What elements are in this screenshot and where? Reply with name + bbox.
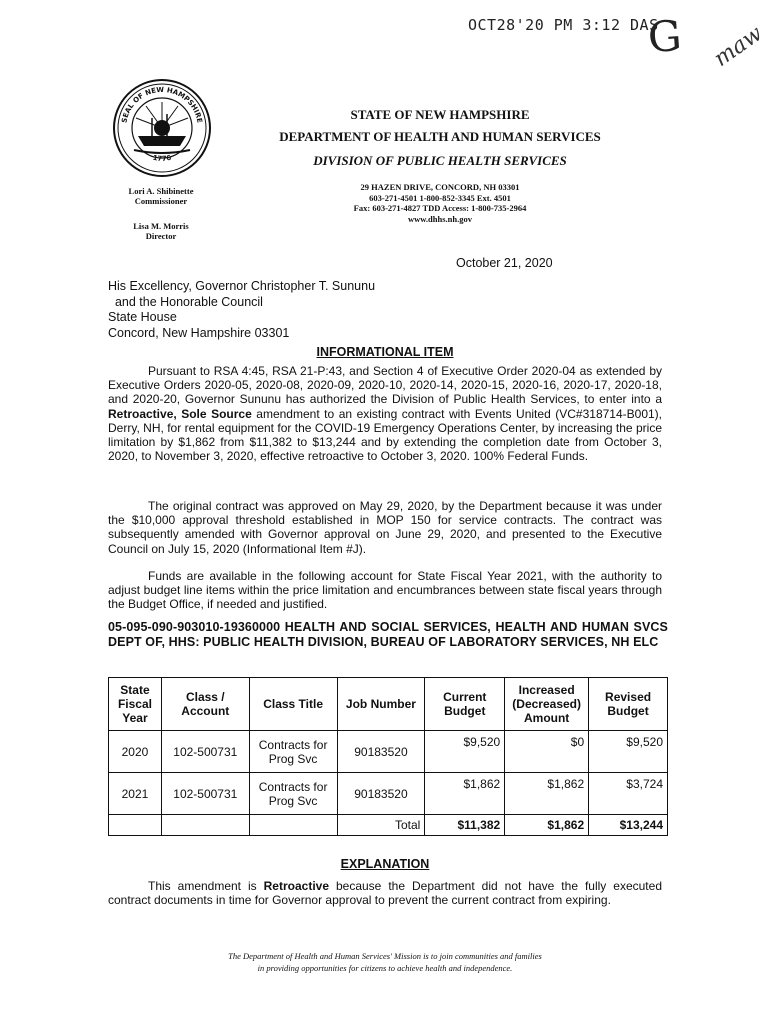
commissioner-block (106, 186, 216, 206)
mission-statement-footer (0, 950, 770, 974)
paragraph-text: amendment to an existing contract with Events United (VC#318714-B001), Derry, NH, for rental equipment for the COVID-19 Emergency Operations Center, by increasing the price limitation by $1,862 from $11,382 to $13,244 and by extending the completion date from October 3, 2020, to November 3, 2020, effective retroactive to October 3, 2020. 100% Federal Funds. (108, 406, 662, 464)
cell-empty (109, 815, 162, 836)
cell-class-title: Contracts for Prog Svc (249, 773, 337, 815)
state-seal-logo (112, 78, 212, 178)
recipient-line: His Excellency, Governor Christopher T. Sununu (108, 279, 376, 293)
cell-job-number: 90183520 (337, 731, 425, 773)
col-header-class-account: Class / Account (161, 678, 249, 731)
table-total-row (109, 815, 668, 836)
commissioner-name: Lori A. Shibinette (128, 186, 194, 196)
retroactive-sole-source-text: Retroactive, Sole Source (108, 406, 252, 421)
commissioner-title: Commissioner (134, 196, 188, 206)
cell-empty (161, 815, 249, 836)
cell-revised-budget: $3,724 (589, 773, 668, 815)
col-header-revised-budget: Revised Budget (589, 678, 668, 731)
col-header-current-budget: Current Budget (425, 678, 505, 731)
table-header-row (109, 678, 668, 731)
col-header-class-title: Class Title (249, 678, 337, 731)
table-row (109, 773, 668, 815)
cell-total-label: Total (337, 815, 425, 836)
handwritten-letter: G (646, 10, 684, 63)
letterhead-state: STATE OF NEW HAMPSHIRE (350, 107, 530, 122)
address-web: www.dhhs.nh.gov (407, 213, 472, 224)
paragraph-authorization (108, 364, 662, 463)
retroactive-text: Retroactive (263, 879, 330, 893)
recipient-line: State House (108, 310, 177, 324)
cell-current-budget: $1,862 (425, 773, 505, 815)
cell-job-number: 90183520 (337, 773, 425, 815)
paragraph-text: because the Department did not have the fully executed contract documents in time for Governor approval to prevent the current contract from expiring. (108, 879, 662, 908)
recipient-address (108, 279, 375, 341)
handwritten-initials: maw (709, 21, 768, 72)
col-header-increase-amount: Increased (Decreased) Amount (505, 678, 589, 731)
svg-text:SEAL OF NEW HAMPSHIRE: SEAL OF NEW HAMPSHIRE (120, 85, 204, 124)
cell-fiscal-year: 2020 (109, 731, 162, 773)
cell-empty (249, 815, 337, 836)
received-stamp: OCT28'20 PM 3:12 DAS (468, 16, 659, 34)
cell-total-current: $11,382 (425, 815, 505, 836)
cell-revised-budget: $9,520 (589, 731, 668, 773)
paragraph-text: This amendment is (148, 879, 264, 893)
paragraph-original-contract (108, 499, 662, 556)
letterhead-department: DEPARTMENT OF HEALTH AND HUMAN SERVICES (279, 129, 601, 144)
director-name: Lisa M. Morris (133, 221, 189, 231)
letterhead-division: DIVISION OF PUBLIC HEALTH SERVICES (313, 153, 567, 168)
recipient-line: and the Honorable Council (108, 294, 263, 309)
paragraph-text: Pursuant to RSA 4:45, RSA 21-P:43, and Section 4 of Executive Order 2020-04 as extended by Executive Orders 2020-05, 2020-08, 2020-09, 2020-10, 2020-14, 2020-15, 2020-16, 2020-17, 2020-18, and 2020-20, Governor Sununu has authorized the Division of Public Health Services, to enter into a (108, 364, 662, 407)
col-header-job-number: Job Number (337, 678, 425, 731)
director-block (106, 221, 216, 241)
budget-table (108, 677, 668, 836)
cell-increase-amount: $1,862 (505, 773, 589, 815)
footer-line: in providing opportunities for citizens to achieve health and independence. (257, 963, 513, 973)
letterhead-address (290, 182, 590, 224)
explanation-heading: EXPLANATION (340, 857, 430, 871)
cell-total-revised: $13,244 (589, 815, 668, 836)
footer-line: The Department of Health and Human Services' Mission is to join communities and families (228, 951, 542, 961)
address-fax: Fax: 603-271-4827 TDD Access: 1-800-735-2964 (353, 203, 527, 213)
informational-item-heading: INFORMATIONAL ITEM (316, 345, 454, 359)
director-title: Director (145, 231, 177, 241)
paragraph-funds (108, 569, 662, 612)
letter-date: October 21, 2020 (456, 256, 553, 270)
recipient-line: Concord, New Hampshire 03301 (108, 325, 290, 340)
svg-text:1776: 1776 (151, 153, 173, 163)
cell-fiscal-year: 2021 (109, 773, 162, 815)
address-line: 29 HAZEN DRIVE, CONCORD, NH 03301 (360, 182, 520, 192)
cell-class-account: 102-500731 (161, 731, 249, 773)
address-phone: 603-271-4501 1-800-852-3345 Ext. 4501 (369, 192, 511, 203)
paragraph-text: Funds are available in the following account for State Fiscal Year 2021, with the authority to adjust budget line items within the price limitation and encumbrances between state fiscal years through the Budget Office, if needed and justified. (108, 569, 662, 612)
cell-class-title: Contracts for Prog Svc (249, 731, 337, 773)
cell-total-increase: $1,862 (505, 815, 589, 836)
cell-increase-amount: $0 (505, 731, 589, 773)
account-heading: 05-095-090-903010-19360000 HEALTH AND SOCIAL SERVICES, HEALTH AND HUMAN SVCS DEPT OF, HHS: PUBLIC HEALTH DIVISION, BUREAU OF LABORATORY SERVICES, NH ELC (108, 620, 668, 649)
cell-class-account: 102-500731 (161, 773, 249, 815)
table-row (109, 731, 668, 773)
col-header-fiscal-year: State Fiscal Year (109, 678, 162, 731)
explanation-paragraph (108, 879, 662, 907)
paragraph-text: The original contract was approved on May 29, 2020, by the Department because it was under the $10,000 approval threshold established in MOP 150 for service contracts. The contract was subsequently amended with Governor approval on June 29, 2020, and presented to the Executive Council on July 15, 2020 (Informational Item #J). (108, 499, 662, 556)
cell-current-budget: $9,520 (425, 731, 505, 773)
